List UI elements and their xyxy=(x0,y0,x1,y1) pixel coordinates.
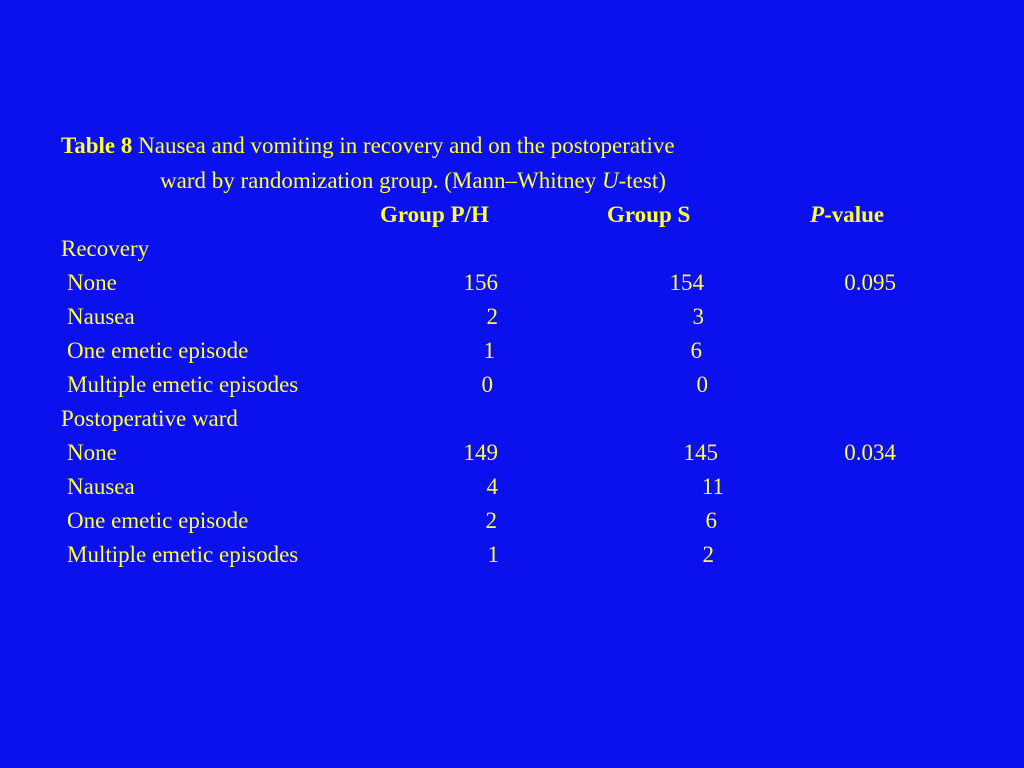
cell-group-s: 6 xyxy=(705,508,717,533)
cell-group-s: 154 xyxy=(669,270,704,295)
caption-test-suffix: -test) xyxy=(618,168,666,193)
caption-text-line2: ward by randomization group. (Mann–Whitney xyxy=(160,168,602,193)
cell-group-ph: 4 xyxy=(486,474,498,499)
table-caption-line1 xyxy=(61,134,675,157)
cell-group-s: 0 xyxy=(696,372,708,397)
row-label: One emetic episode xyxy=(67,338,249,363)
caption-u-symbol: U xyxy=(602,168,619,193)
section-title-recovery: Recovery xyxy=(61,236,150,261)
row-label: One emetic episode xyxy=(67,508,249,533)
row-label: None xyxy=(67,440,117,465)
column-header-group-ph: Group P/H xyxy=(380,202,489,227)
cell-group-s: 11 xyxy=(701,474,724,499)
p-value-suffix: -value xyxy=(824,202,885,227)
row-label: Nausea xyxy=(67,474,135,499)
column-header-p-value xyxy=(810,203,884,226)
cell-group-ph: 0 xyxy=(481,372,493,397)
cell-group-s: 2 xyxy=(702,542,714,567)
caption-text-line1: Nausea and vomiting in recovery and on the postoperative xyxy=(138,133,675,158)
row-label: Nausea xyxy=(67,304,135,329)
cell-group-ph: 2 xyxy=(485,508,497,533)
p-symbol: P xyxy=(810,202,825,227)
cell-group-ph: 149 xyxy=(463,440,498,465)
cell-group-s: 6 xyxy=(690,338,702,363)
row-label: Multiple emetic episodes xyxy=(67,372,299,397)
section-title-postoperative-ward: Postoperative ward xyxy=(61,406,238,431)
table-label: Table 8 xyxy=(61,133,133,158)
table-caption-line2 xyxy=(160,169,666,192)
cell-p-value: 0.095 xyxy=(844,270,896,295)
cell-group-ph: 2 xyxy=(486,304,498,329)
cell-group-ph: 1 xyxy=(487,542,499,567)
cell-p-value: 0.034 xyxy=(844,440,896,465)
row-label: Multiple emetic episodes xyxy=(67,542,299,567)
cell-group-s: 3 xyxy=(692,304,704,329)
column-header-group-s: Group S xyxy=(607,202,691,227)
cell-group-s: 145 xyxy=(683,440,718,465)
cell-group-ph: 1 xyxy=(483,338,495,363)
row-label: None xyxy=(67,270,117,295)
cell-group-ph: 156 xyxy=(463,270,498,295)
